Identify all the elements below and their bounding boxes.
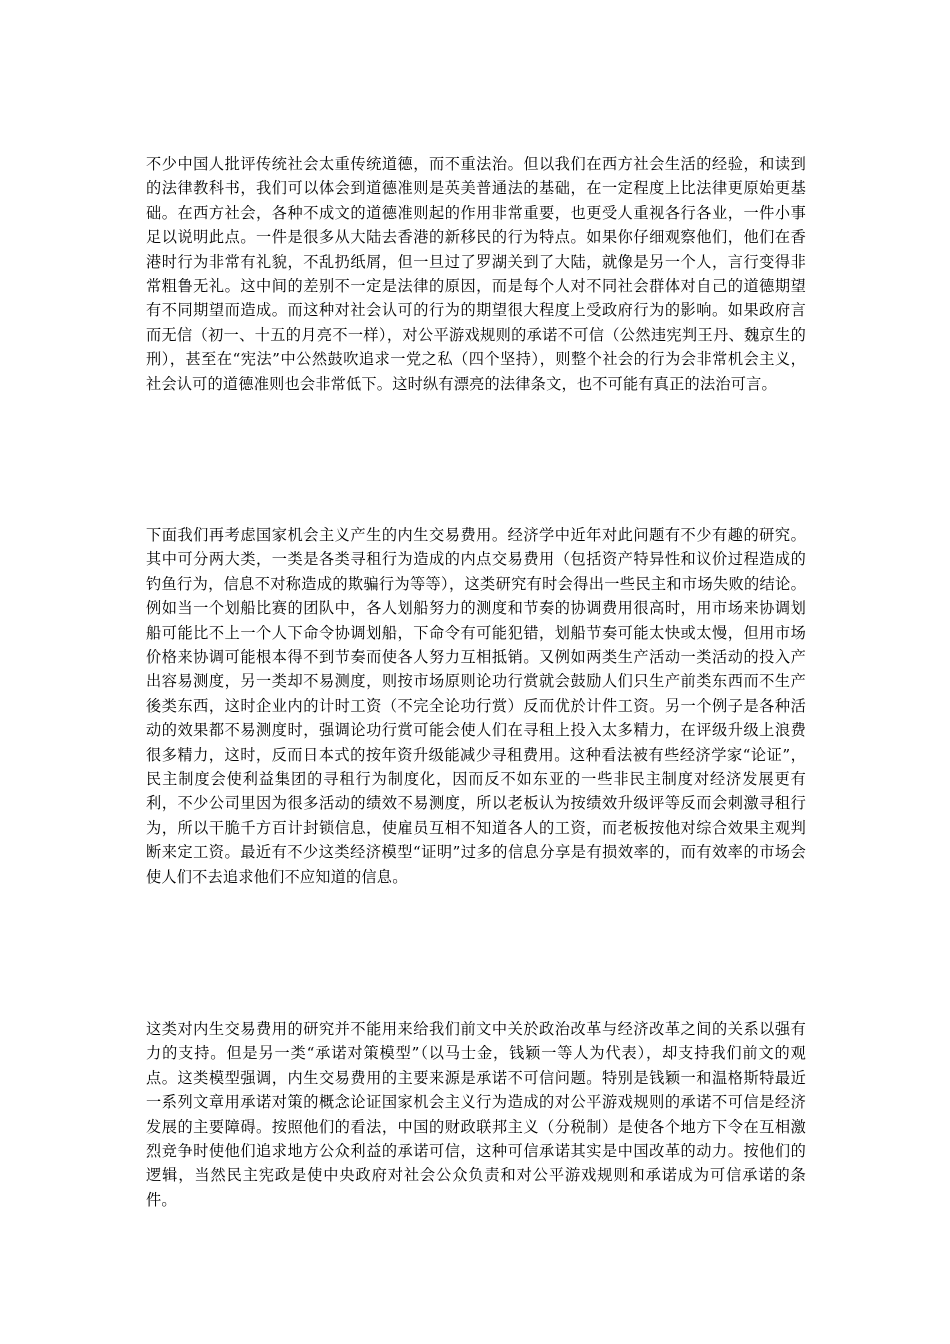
paragraph-moral-norms: 不少中国人批评传统社会太重传统道德，而不重法治。但以我们在西方社会生活的经验，和读到的法律教科书，我们可以体会到道德准则是英美普通法的基础，在一定程度上比法律更原始更基础。在西方社会，各种不成文的道德准则起的作用非常重要，也更受人重视各行各业，一件小事足以说明此点。一件是很多从大陆去香港的新移民的行为特点。如果你仔细观察他们，他们在香港时行为非常有礼貌，不乱扔纸屑，但一旦过了罗湖关到了大陆，就像是另一个人，言行变得非常粗鲁无礼。这中间的差别不一定是法律的原因，而是每个人对不同社会群体对自己的道德期望有不同期望而造成。而这种对社会认可的行为的期望很大程度上受政府行为的影响。如果政府言而无信（初一、十五的月亮不一样），对公平游戏规则的承诺不可信（公然违宪判王丹、魏京生的刑），甚至在“宪法”中公然鼓吹追求一党之私（四个坚持），则整个社会的行为会非常机会主义，社会认可的道德准则也会非常低下。这时纵有漂亮的法律条文，也不可能有真正的法治可言。 — [146, 155, 806, 393]
paragraph-endogenous-transaction-costs: 下面我们再考虑国家机会主义产生的内生交易费用。经济学中近年对此问题有不少有趣的研究。其中可分两大类，一类是各类寻租行为造成的内点交易费用（包括资产特异性和议价过程造成的钓鱼行为，信息不对称造成的欺骗行为等等），这类研究有时会得出一些民主和市场失败的结论。例如当一个划船比赛的团队中，各人划船努力的测度和节奏的协调费用很高时，用市场来协调划船可能比不上一个人下命令协调划船，下命令有可能犯错，划船节奏可能太快或太慢，但用市场价格来协调可能根本得不到节奏而使各人努力互相抵销。又例如两类生产活动一类活动的投入产出容易测度，另一类却不易测度，则按市场原则论功行赏就会鼓励人们只生产前类东西而不生产後类东西，这时企业内的计时工资（不完全论功行赏）反而优於计件工资。另一个例子是各种活动的效果都不易测度时，强调论功行赏可能会使人们在寻租上投入太多精力，在评级升级上浪费很多精力，这时，反而日本式的按年资升级能减少寻租费用。这种看法被有些经济学家“论证”，民主制度会使利益集团的寻租行为制度化，因而反不如东亚的一些非民主制度对经济发展更有利，不少公司里因为很多活动的绩效不易测度，所以老板认为按绩效升级评等反而会刺激寻租行为，所以干脆千方百计封锁信息，使雇员互相不知道各人的工资，而老板按他对综合效果主观判断来定工资。最近有不少这类经济模型“证明”过多的信息分享是有损效率的，而有效率的市场会使人们不去追求他们不应知道的信息。 — [146, 526, 806, 886]
paragraph-commitment-game-models: 这类对内生交易费用的研究并不能用来给我们前文中关於政治改革与经济改革之间的关系以强有力的支持。但是另一类“承诺对策模型”（以马士金，钱颖一等人为代表），却支持我们前文的观点。这类模型强调，内生交易费用的主要来源是承诺不可信问题。特别是钱颖一和温格斯特最近一系列文章用承诺对策的概念论证国家机会主义行为造成的对公平游戏规则的承诺不可信是经济发展的主要障碍。按照他们的看法，中国的财政联邦主义（分税制）是使各个地方下令在互相激烈竞争时使他们追求地方公众利益的承诺可信，这种可信承诺其实是中国改革的动力。按他们的逻辑，当然民主宪政是使中央政府对社会公众负责和对公平游戏规则和承诺成为可信承诺的条件。 — [146, 1020, 806, 1209]
